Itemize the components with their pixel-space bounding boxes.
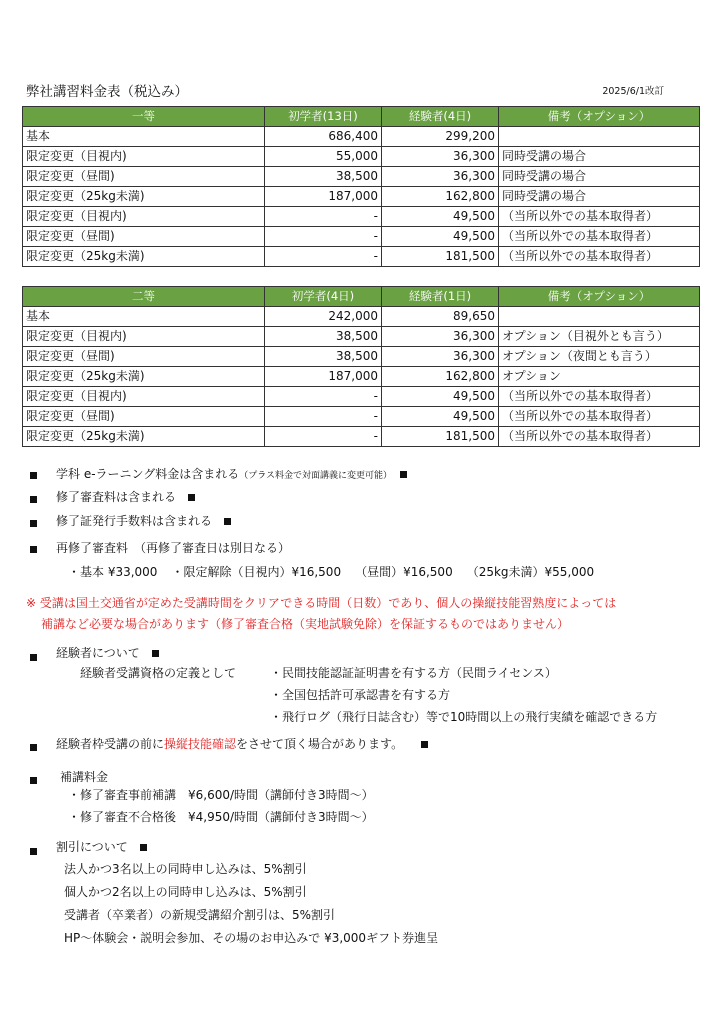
bullet-square-icon — [30, 520, 37, 527]
beginner-price: 187,000 — [265, 187, 382, 207]
table-row — [23, 407, 700, 427]
experienced-price: 36,300 — [382, 167, 499, 187]
bullet-square-icon — [152, 650, 159, 657]
table-row — [23, 307, 700, 327]
warning-line1: ※ 受講は国土交通省が定めた受講時間をクリアできる時間（日数）であり、個人の操縦技能習熟度によっては — [26, 596, 617, 610]
experienced-item: ・民間技能認証証明書を有する方（民間ライセンス） — [270, 666, 557, 680]
row-note: 同時受講の場合 — [499, 147, 700, 167]
table-row — [23, 387, 700, 407]
bullet-square-icon — [421, 741, 428, 748]
experienced-price: 89,650 — [382, 307, 499, 327]
discount-item: 個人かつ2名以上の同時申し込みは、5%割引 — [64, 885, 307, 899]
col-header-class: 二等 — [23, 287, 265, 307]
note-cert-fee: 修了証発行手数料は含まれる — [56, 512, 231, 529]
table-row — [23, 187, 700, 207]
note-skill-check: 経験者枠受講の前に操縦技能確認をさせて頂く場合があります。 — [56, 735, 428, 752]
discount-item: HP〜体験会・説明会参加、その場のお申込みで ¥3,000ギフト券進呈 — [64, 931, 439, 945]
note-exam-fee: 修了審査料は含まれる — [56, 488, 195, 505]
table-row — [23, 247, 700, 267]
experienced-price: 49,500 — [382, 387, 499, 407]
bullet-square-icon — [30, 777, 37, 784]
note-experienced: 経験者について — [56, 644, 159, 661]
bullet-square-icon — [188, 494, 195, 501]
row-note: オプション（目視外とも言う） — [499, 327, 700, 347]
row-note: （当所以外での基本取得者） — [499, 387, 700, 407]
col-header-experienced: 経験者(1日) — [382, 287, 499, 307]
experienced-price: 36,300 — [382, 147, 499, 167]
bullet-square-icon — [30, 496, 37, 503]
row-note — [499, 307, 700, 327]
beginner-price: - — [265, 427, 382, 447]
beginner-price: 38,500 — [265, 347, 382, 367]
row-note: オプション（夜間とも言う） — [499, 347, 700, 367]
row-note: （当所以外での基本取得者） — [499, 427, 700, 447]
reexam-fees: ・基本 ¥33,000 ・限定解除（目視内）¥16,500 （昼間）¥16,500 （25kg未満）¥55,000 — [68, 565, 595, 579]
note-reexam: 再修了審査料 （再修了審査日は別日なる） — [56, 541, 291, 555]
beginner-price: 38,500 — [265, 167, 382, 187]
price-table-class2 — [22, 286, 700, 447]
beginner-price: 38,500 — [265, 327, 382, 347]
row-label: 限定変更（目視内) — [23, 327, 265, 347]
row-note: 同時受講の場合 — [499, 187, 700, 207]
row-note: （当所以外での基本取得者） — [499, 207, 700, 227]
col-header-beginner: 初学者(4日) — [265, 287, 382, 307]
experienced-price: 36,300 — [382, 347, 499, 367]
beginner-price: - — [265, 247, 382, 267]
row-label: 限定変更（25kg未満) — [23, 187, 265, 207]
beginner-price: - — [265, 207, 382, 227]
row-note: （当所以外での基本取得者） — [499, 407, 700, 427]
bullet-square-icon — [224, 518, 231, 525]
beginner-price: - — [265, 227, 382, 247]
price-table-class1 — [22, 106, 700, 267]
table-row — [23, 227, 700, 247]
row-note: 同時受講の場合 — [499, 167, 700, 187]
row-label: 基本 — [23, 127, 265, 147]
supplementary-item: ・修了審査不合格後 ¥4,950/時間（講師付き3時間〜） — [68, 810, 374, 824]
bullet-square-icon — [30, 744, 37, 751]
table-header-row — [23, 107, 700, 127]
bullet-square-icon — [400, 471, 407, 478]
experienced-price: 162,800 — [382, 187, 499, 207]
experienced-price: 49,500 — [382, 227, 499, 247]
experienced-price: 36,300 — [382, 327, 499, 347]
warning-line2: 補講など必要な場合があります（修了審査合格（実地試験免除）を保証するものではありません） — [41, 617, 570, 631]
row-label: 限定変更（25kg未満) — [23, 247, 265, 267]
experienced-item: ・全国包括許可承認書を有する方 — [270, 688, 451, 702]
col-header-experienced: 経験者(4日) — [382, 107, 499, 127]
col-header-notes: 備考（オプション） — [499, 287, 700, 307]
note-supplementary: 補講料金 — [60, 770, 109, 784]
experienced-price: 181,500 — [382, 247, 499, 267]
row-label: 基本 — [23, 307, 265, 327]
table-row — [23, 207, 700, 227]
beginner-price: - — [265, 387, 382, 407]
table-row — [23, 347, 700, 367]
row-label: 限定変更（目視内) — [23, 147, 265, 167]
experienced-definition: 経験者受講資格の定義として — [80, 666, 237, 680]
beginner-price: 55,000 — [265, 147, 382, 167]
experienced-price: 181,500 — [382, 427, 499, 447]
row-note: オプション — [499, 367, 700, 387]
bullet-square-icon — [30, 848, 37, 855]
bullet-square-icon — [30, 472, 37, 479]
row-note — [499, 127, 700, 147]
table-row — [23, 367, 700, 387]
row-label: 限定変更（昼間) — [23, 167, 265, 187]
revision-date: 2025/6/1改訂 — [602, 86, 664, 97]
table-header-row — [23, 287, 700, 307]
beginner-price: 187,000 — [265, 367, 382, 387]
row-label: 限定変更（25kg未満) — [23, 427, 265, 447]
experienced-price: 162,800 — [382, 367, 499, 387]
discount-item: 法人かつ3名以上の同時申し込みは、5%割引 — [64, 862, 307, 876]
beginner-price: - — [265, 407, 382, 427]
row-label: 限定変更（25kg未満) — [23, 367, 265, 387]
experienced-price: 49,500 — [382, 207, 499, 227]
bullet-square-icon — [30, 546, 37, 553]
table-row — [23, 147, 700, 167]
col-header-class: 一等 — [23, 107, 265, 127]
experienced-price: 299,200 — [382, 127, 499, 147]
experienced-item: ・飛行ログ（飛行日誌含む）等で10時間以上の飛行実績を確認できる方 — [270, 710, 658, 724]
experienced-price: 49,500 — [382, 407, 499, 427]
row-note: （当所以外での基本取得者） — [499, 227, 700, 247]
bullet-square-icon — [140, 844, 147, 851]
table-row — [23, 127, 700, 147]
row-label: 限定変更（目視内) — [23, 387, 265, 407]
table-row — [23, 167, 700, 187]
col-header-notes: 備考（オプション） — [499, 107, 700, 127]
row-label: 限定変更（昼間) — [23, 347, 265, 367]
beginner-price: 242,000 — [265, 307, 382, 327]
row-note: （当所以外での基本取得者） — [499, 247, 700, 267]
row-label: 限定変更（昼間) — [23, 227, 265, 247]
note-discount: 割引について — [56, 838, 147, 855]
table-row — [23, 327, 700, 347]
row-label: 限定変更（昼間) — [23, 407, 265, 427]
row-label: 限定変更（目視内) — [23, 207, 265, 227]
discount-item: 受講者（卒業者）の新規受講紹介割引は、5%割引 — [64, 908, 336, 922]
supplementary-item: ・修了審査事前補講 ¥6,600/時間（講師付き3時間〜） — [68, 788, 374, 802]
bullet-square-icon — [30, 654, 37, 661]
beginner-price: 686,400 — [265, 127, 382, 147]
col-header-beginner: 初学者(13日) — [265, 107, 382, 127]
table-row — [23, 427, 700, 447]
note-elearning: 学科 e-ラーニング料金は含まれる（プラス料金で対面講義に変更可能） — [56, 465, 407, 482]
page-title: 弊社講習料金表（税込み） — [26, 84, 188, 100]
